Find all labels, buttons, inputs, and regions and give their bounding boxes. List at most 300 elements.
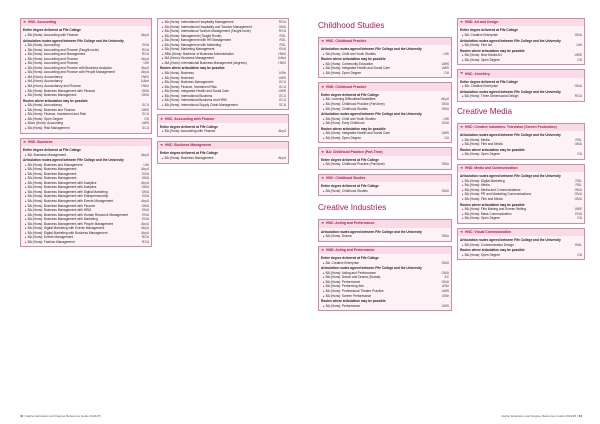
group-subheading: Routes where articulation may be possible — [460, 202, 525, 207]
card-heading-text: HNC: Creative Industries: Television (Screen Production) — [465, 124, 557, 129]
card-heading-text: HNC: Business Management — [165, 143, 212, 148]
university-code: RGL — [279, 38, 286, 43]
card-heading-text: HND: Acting and Performance — [326, 247, 375, 252]
degree-name: ▸ BA (Hons): Childhood Practice (Part-time) — [321, 162, 385, 167]
card-heading-text: HNC: Accounting with Finance — [165, 116, 215, 121]
card-heading — [319, 247, 451, 254]
university-code: AbyU — [441, 97, 449, 102]
degree-name: ▸ BA (Hons): Accounting with Finance — [23, 33, 78, 38]
course-card — [457, 228, 585, 261]
group-subheading: Articulation routes agreed between Fife College and the University — [23, 158, 124, 163]
course-card — [157, 114, 289, 137]
university-code: AbyU — [141, 152, 149, 157]
column-4 — [457, 18, 585, 264]
list-item — [23, 33, 149, 38]
degree-name: ▸ BA (Hons): International Hospitality Management — [160, 20, 234, 25]
university-code: UWS — [441, 66, 449, 71]
group-subheading: Articulation routes agreed between Fife College and the University — [460, 89, 561, 94]
university-code: UHI — [143, 162, 149, 167]
card-heading — [458, 229, 584, 236]
university-code: UStir — [441, 284, 449, 289]
university-code: GMU — [574, 192, 582, 197]
university-code: AbyU — [141, 70, 149, 75]
degree-name: ▸ BA (Hons): Accounting — [23, 43, 60, 48]
card-heading-text: HNC: Visual Communication — [465, 230, 511, 235]
degree-name: ▸ BBA (Hons): Bachelor of Business Administration — [160, 52, 234, 57]
university-code: UHI — [443, 51, 449, 56]
list-item — [460, 197, 582, 202]
arrow-icon: ➔ — [321, 221, 325, 226]
card-heading-text: BA: Childhood Practice (Part-Time) — [326, 149, 383, 154]
page-number-left: 32 — [20, 414, 24, 418]
degree-name: ▸ BA (Hons): Screen Performance — [321, 294, 371, 299]
card-heading-text: HNC: Acting and Performance — [326, 221, 375, 226]
list-item — [460, 142, 582, 147]
university-code: AbyU — [278, 129, 286, 134]
degree-name: ▸ BA (Hons): Business — [160, 71, 194, 76]
arrow-icon: ➔ — [23, 20, 27, 25]
list-item — [23, 240, 149, 245]
university-code: GMU — [574, 197, 582, 201]
degree-name: ▸ BA (Hons): Finance, Investment and Risk — [23, 112, 86, 117]
arrow-icon: ➔ — [160, 116, 164, 121]
group-subheading: Entire degree delivered at Fife College — [460, 28, 518, 33]
university-code: AbyU — [278, 155, 286, 160]
university-code: GMU — [441, 188, 449, 193]
university-code: RGL — [575, 183, 582, 188]
university-code: GMU — [574, 84, 582, 89]
degree-name: ▸ BA (Hons): Risk Management — [23, 126, 70, 131]
footer-right: Higher Education and Degree Reference Guide 2024/25 | 33 — [501, 414, 582, 418]
university-code: ENU — [142, 171, 149, 176]
degree-name: ▸ BA (Hons): Events Management — [23, 235, 73, 240]
degree-name: ▸ BA (Hons): New Media Art — [460, 53, 502, 58]
degree-name: ▸ BA (Hons): PR and Marketing Communications — [460, 192, 531, 197]
list-item — [460, 152, 582, 157]
degree-name: ▸ BA (Hons): Fashion Management — [23, 240, 75, 245]
arrow-icon: ➔ — [321, 176, 325, 181]
card-heading-text: HNC: Business — [28, 139, 53, 144]
degree-name: ▸ BA (Hons): Open Degree — [460, 152, 500, 157]
degree-name: ▸ BA (Hons): Accounting and Management — [23, 52, 85, 57]
university-code: RGU — [278, 29, 286, 34]
university-code: ENU — [142, 194, 149, 199]
list-item — [321, 121, 449, 126]
university-code: OU — [444, 135, 449, 140]
card-heading — [458, 124, 584, 131]
degree-name: ▸ BA (Hons): Business Management with Human Resource Management — [23, 213, 128, 218]
card-body — [458, 26, 584, 64]
university-code: GMU — [141, 185, 149, 190]
degree-name: ▸ BA (Hons): Business Management with HRM — [23, 208, 91, 213]
university-code: ENU — [442, 121, 449, 126]
university-code: UWS — [441, 303, 449, 308]
card-heading — [319, 148, 451, 155]
card-heading-text: HND: Art and Design — [465, 20, 499, 25]
degree-name: ▸ BA (Hons): Drama — [321, 234, 351, 239]
degree-name: ▸ BA (Hons): Open Degree — [23, 117, 63, 122]
degree-name: ▸ BA (Hons): Performance — [321, 304, 360, 309]
university-code: AbyU — [141, 198, 149, 203]
degree-name: ▸ BA (Hons): Open Degree — [321, 136, 361, 141]
degree-name: ▸ MA (Hons): Accountancy — [23, 79, 63, 84]
university-code: UWS — [141, 121, 149, 126]
card-body — [458, 78, 584, 101]
card-heading-text: HNC: Accounting — [28, 20, 56, 25]
art-design-cards — [457, 18, 585, 102]
university-code: AbyU — [141, 230, 149, 235]
group-subheading: Articulation routes agreed between Fife College and the University — [23, 38, 124, 43]
university-code: ENU — [279, 47, 286, 52]
card-heading — [319, 83, 451, 90]
list-item — [321, 52, 449, 57]
list-item — [460, 94, 582, 99]
degree-name: ▸ BA (Hons): International Tourism Management (Taught route) — [160, 29, 251, 34]
list-item — [23, 126, 149, 131]
list-item — [460, 84, 582, 89]
group-subheading: Routes where articulation may be possible — [460, 248, 525, 253]
group-subheading: Entire degree delivered at Fife College — [160, 124, 218, 129]
creative-media-cards — [457, 123, 585, 261]
group-subheading: Articulation routes agreed between Fife College and the University — [321, 47, 422, 52]
group-subheading: Routes where articulation may be possible — [460, 48, 525, 53]
card-heading — [21, 139, 151, 146]
degree-name: ▸ BA (Hons): Digital Marketing with Events Management — [23, 226, 104, 231]
list-item — [321, 189, 449, 194]
university-code: GMU — [141, 176, 149, 181]
university-code: ENU — [575, 211, 582, 216]
degree-name: ▸ BA (Hons): Performance — [321, 280, 360, 285]
footer-right-text: Higher Education and Degree Reference Guide 2024/25 — [501, 414, 577, 418]
card-body — [458, 131, 584, 159]
course-card — [457, 123, 585, 160]
university-code: UAbd — [278, 56, 286, 61]
list-item — [321, 71, 449, 76]
university-code: AbyU — [141, 56, 149, 61]
university-code: GMU — [141, 93, 149, 98]
column-1 — [20, 18, 152, 251]
list-item — [160, 61, 286, 66]
university-code: HWU — [278, 51, 286, 56]
course-card — [318, 37, 452, 79]
list-item — [460, 33, 582, 38]
section-title-childhood: Childhood Studies — [318, 21, 385, 30]
degree-name: ▸ BA: Business Management — [23, 153, 66, 158]
card-body — [158, 123, 288, 136]
card-heading-text: HND: Childhood Practice — [326, 84, 367, 89]
course-card — [318, 82, 452, 143]
card-heading — [158, 115, 288, 122]
university-code: HWL — [574, 242, 582, 247]
university-code: AbyU — [141, 33, 149, 38]
arrow-icon: ➔ — [460, 165, 464, 170]
degree-name: ▸ BA (Hons): Film Making and Screen Writing — [460, 207, 526, 212]
university-code: GMU — [441, 101, 449, 106]
group-subheading: Routes where articulation may be possible — [321, 126, 386, 131]
list-item — [460, 253, 582, 258]
university-code: HWU — [141, 84, 149, 89]
degree-name: ▸ BA (Hons): International Hospitality and Tourism Management — [160, 25, 252, 30]
column-2 — [157, 18, 289, 168]
group-subheading: Articulation routes agreed between Fife College and the University — [460, 174, 561, 179]
list-item — [321, 261, 449, 266]
university-code: UWS — [441, 288, 449, 293]
list-item — [321, 107, 449, 112]
university-code: OU — [444, 70, 449, 75]
degree-name: ▸ MA (Hons): Accountancy — [23, 75, 63, 80]
card-body — [21, 146, 151, 246]
university-code: GMU — [141, 208, 149, 213]
card-heading — [21, 19, 151, 26]
degree-name: ▸ BA (Hons): International Supply Chain Management — [160, 103, 238, 108]
university-code: UStir — [441, 293, 449, 298]
card-body — [319, 254, 451, 310]
degree-name: ▸ MA (Hons): Business Management — [160, 56, 214, 61]
arrow-icon: ➔ — [460, 20, 464, 25]
degree-name: ▸ MA (Hons): International Business Management (degrees) — [160, 61, 247, 66]
course-card — [457, 18, 585, 65]
degree-name: ▸ BA (Hons): Business Management — [160, 156, 213, 161]
degree-name: ▸ BA (Hons): Media — [460, 183, 490, 188]
card-body — [319, 45, 451, 77]
degree-name: ▸ BA (Hons): Finance, Investment Risk — [160, 85, 217, 90]
degree-name: ▸ BA (Hons): Business Management with Marketing — [23, 217, 98, 222]
list-item — [321, 136, 449, 141]
degree-name: ▸ BA (Hons): Accounting and Finance with Business Analytics — [23, 66, 112, 71]
degree-name: ▸ BA (Hons): Accounting and Finance — [23, 61, 78, 66]
degree-name: ▸ BA (Hons): Management with HR Management — [160, 38, 231, 43]
arrow-icon: ➔ — [160, 143, 164, 148]
card-heading-text: HNC: Jewellery — [465, 71, 490, 76]
university-code: GMU — [278, 24, 286, 29]
degree-name: ▸ BA (Hons): Three Dimensional Design — [460, 94, 518, 99]
degree-name: ▸ BA (Hons): Media — [460, 138, 490, 143]
group-subheading: Entire degree delivered at Fife College — [321, 157, 379, 162]
university-code: ENU — [142, 43, 149, 48]
university-code: GMU — [441, 279, 449, 284]
degree-name: ▸ BA (Hons): Business and Management — [23, 163, 83, 168]
university-code: UWS — [574, 53, 582, 58]
course-card — [157, 141, 289, 164]
degree-name: ▸ BA (Hons): Business Management — [23, 176, 76, 181]
card-body — [458, 172, 584, 222]
degree-name: ▸ BA (Hons): Accounting and Finance (Taught route) — [23, 48, 99, 53]
degree-name: ▸ BA (Hons): Business Management with Finance — [23, 204, 95, 209]
degree-name: ▸ BA (Hons): Childhood Studies — [321, 107, 368, 112]
university-code: EC — [444, 275, 449, 280]
course-card — [318, 147, 452, 170]
group-subheading: Articulation routes agreed between Fife College and the University — [321, 229, 422, 234]
list-item — [321, 162, 449, 167]
university-code: GMU — [141, 203, 149, 208]
university-code: AbyU — [141, 65, 149, 70]
university-code: RGU — [278, 20, 286, 24]
group-subheading: Routes where articulation may be possible — [321, 299, 386, 304]
footer-left: 32 | Higher Education and Degree Reference Guide 2024/25 — [20, 414, 101, 418]
university-code: RGU — [574, 94, 582, 99]
card-body — [158, 19, 288, 109]
degree-name: ▸ BA: Creative Enterprise — [460, 84, 498, 89]
group-subheading: Articulation routes agreed between Fife College and the University — [321, 266, 422, 271]
degree-name: ▸ BA (Hons): Professional Theatre Practice — [321, 289, 384, 294]
degree-name: ▸ BA: Learning Difficulties/Disabilities — [321, 97, 376, 102]
university-code: OU — [577, 57, 582, 62]
university-code: UHI — [576, 43, 582, 48]
university-code: OU — [577, 152, 582, 157]
university-code: HWU — [278, 60, 286, 65]
degree-name: ▸ BA (Hons): Business Management — [23, 172, 76, 177]
university-code: ENU — [142, 212, 149, 217]
childhood-cards — [318, 37, 452, 197]
degree-name: ▸ BA (Hons): Integrated Health and Social Care — [321, 131, 390, 136]
list-item — [160, 156, 286, 161]
degree-name: ▸ BA (Hons): Film and Media — [460, 142, 503, 147]
degree-name: ▸ BA (Hons): Dance and Drama (Drama) — [321, 275, 380, 280]
degree-name: ▸ BA (Hons): Digital Marketing — [460, 179, 505, 184]
degree-name: ▸ BA (Hons): Communication Design — [460, 243, 514, 248]
degree-name: ▸ BA (Hons): Business Management with Events Management — [23, 199, 113, 204]
university-code: GMU — [441, 234, 449, 239]
course-card — [318, 219, 452, 242]
course-card — [457, 69, 585, 102]
group-subheading: Entire degree delivered at Fife College — [321, 92, 379, 97]
arrow-icon: ➔ — [321, 84, 325, 89]
list-item — [460, 43, 582, 48]
degree-name: ▸ BA (Hons): Child and Youth Studies — [321, 117, 376, 122]
card-body — [319, 156, 451, 169]
list-item — [321, 294, 449, 299]
card-heading — [458, 165, 584, 172]
arrow-icon: ➔ — [321, 247, 325, 252]
group-subheading: Articulation routes agreed between Fife College and the University — [460, 38, 561, 43]
card-heading — [319, 175, 451, 182]
card-body — [21, 26, 151, 132]
course-card — [457, 164, 585, 224]
university-code: RGL — [575, 178, 582, 183]
degree-name: ▸ BA (Hons): Media and Communications — [460, 188, 520, 193]
page-number-right: 33 — [578, 414, 582, 418]
university-code: GMU — [141, 189, 149, 194]
list-item — [23, 153, 149, 158]
degree-name: ▸ BAcc (Hons): Accounting — [23, 121, 63, 126]
arrow-icon: ➔ — [23, 139, 27, 144]
card-heading — [158, 142, 288, 149]
card-body — [319, 182, 451, 195]
list-item — [160, 103, 286, 108]
group-subheading: Entire degree delivered at Fife College — [321, 256, 379, 261]
creative-industries-cards — [318, 219, 452, 311]
university-code: ENU — [142, 217, 149, 222]
university-code: UHI — [443, 116, 449, 121]
university-code: GCU — [278, 98, 286, 103]
degree-name: ▸ BA (Hons): International Business and HRM — [160, 98, 227, 103]
degree-name: ▸ BA (Hons): Marketing Management — [160, 47, 214, 52]
course-card — [157, 18, 289, 110]
university-code: RGU — [141, 239, 149, 244]
university-code: GMU — [441, 162, 449, 167]
university-code: HWU — [141, 74, 149, 79]
section-title-creative-industries: Creative Industries — [318, 203, 387, 213]
card-body — [458, 236, 584, 259]
degree-name: ▸ BA (Hons): Open Degree — [321, 71, 361, 76]
degree-name: ▸ BA (Hons): Management with Marketing — [160, 43, 221, 48]
arrow-icon: ➔ — [321, 149, 325, 154]
university-code: AbyU — [141, 180, 149, 185]
degree-name: ▸ BA (Hons): Accountancy — [23, 103, 62, 108]
university-code: GMU — [441, 260, 449, 265]
degree-name: ▸ BA (Hons): Open Degree — [460, 253, 500, 258]
university-code: UWS — [278, 89, 286, 94]
card-heading — [319, 220, 451, 227]
degree-name: ▸ BA (Hons): Business Management with Entrepreneurship — [23, 194, 108, 199]
degree-name: ▸ BA (Hons): Integrated Health and Social Care — [321, 66, 390, 71]
arrow-icon: ➔ — [321, 38, 325, 43]
degree-name: ▸ BA (Hons): Early Childhood — [321, 121, 364, 126]
card-heading — [319, 38, 451, 45]
degree-name: ▸ BA: Creative Enterprise — [460, 33, 498, 38]
course-card — [318, 246, 452, 311]
university-code: RGU — [141, 47, 149, 52]
degree-name: ▸ BA (Hons): Film and Media — [460, 197, 503, 202]
university-code: GMU — [441, 106, 449, 111]
list-item — [460, 58, 582, 63]
university-code: UWS — [441, 61, 449, 66]
degree-name: ▸ BA (Hons): Fine Art — [460, 43, 492, 48]
university-code: RGL — [575, 137, 582, 142]
course-card — [318, 174, 452, 197]
degree-name: ▸ BA (Hons): Acting and Performance — [321, 271, 376, 276]
university-code: UWE — [574, 207, 582, 212]
footer-left-text: Higher Education and Degree Reference Guide 2024/25 — [25, 414, 101, 418]
degree-name: ▸ BA (Hons): Business Management with Analytics — [23, 185, 96, 190]
degree-name: ▸ BA (Hons): Business Management with Finance — [23, 89, 95, 94]
university-code: GCU — [141, 103, 149, 108]
university-code: GCU — [278, 93, 286, 98]
degree-name: ▸ BA (Hons): Community Education — [321, 62, 373, 67]
university-code: GMU — [574, 33, 582, 38]
degree-name: ▸ BA (Hons): Open Degree — [460, 58, 500, 63]
arrow-icon: ➔ — [460, 71, 464, 76]
degree-name: ▸ BA (Hons): Business — [160, 76, 194, 81]
list-item — [460, 243, 582, 248]
university-code: RGL — [279, 42, 286, 47]
degree-name: ▸ BA (Hons): Open Degree — [460, 216, 500, 221]
group-subheading: Entire degree delivered at Fife College — [23, 28, 81, 33]
card-heading — [458, 70, 584, 77]
degree-name: ▸ BA (Hons): Business Management — [23, 93, 76, 98]
card-heading-text: HNC: Childhood Practice — [326, 38, 367, 43]
column-3 — [318, 18, 452, 315]
degree-name: ▸ BA (Hons): Performing Arts — [321, 284, 364, 289]
university-code: RGU — [141, 235, 149, 240]
university-code: AbyU — [141, 226, 149, 231]
degree-name: ▸ BA (Hons): Management (Taught Route) — [160, 34, 221, 39]
group-subheading: Routes where articulation may be possible — [160, 66, 225, 71]
card-body — [319, 228, 451, 241]
degree-name: ▸ BA (Hons): Business Management with Digital Marketing — [23, 190, 108, 195]
university-code: UHI — [143, 61, 149, 66]
course-card — [20, 18, 152, 134]
degree-name: ▸ BA (Hons): Business Management — [160, 80, 213, 85]
section-title-creative-media: Creative Media — [457, 106, 513, 116]
group-subheading: Routes where articulation may be possible — [23, 98, 88, 103]
arrow-icon: ➔ — [460, 229, 464, 234]
degree-name: ▸ BA (Hons): Business Management — [23, 167, 76, 172]
university-code: OU — [144, 116, 149, 121]
university-code: GCU — [141, 125, 149, 130]
university-code: OU — [577, 216, 582, 221]
university-code: GMU — [441, 270, 449, 275]
